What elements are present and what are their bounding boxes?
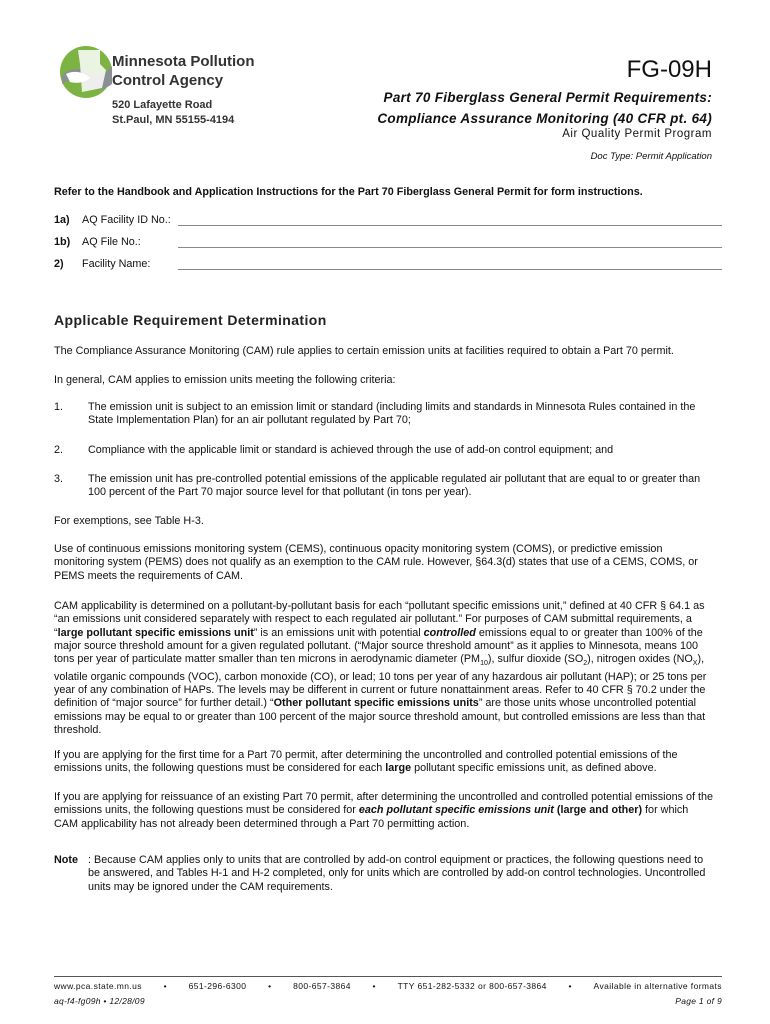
paragraph-criteria-intro: In general, CAM applies to emission units meeting the following criteria: [54,374,396,386]
phone-1: 651-296-6300 [188,981,247,991]
agency-name: Minnesota Pollution Control Agency [112,53,255,89]
agency-address: 520 Lafayette Road St.Paul, MN 55155-4194 [112,99,235,126]
file-no-input[interactable] [178,247,722,248]
paragraph-exemptions: For exemptions, see Table H-3. [54,515,204,527]
program-name: Air Quality Permit Program [562,128,712,140]
footer-bullet: • [163,981,167,991]
field-number: 1a) [54,214,70,226]
field-label: AQ File No.: [82,236,141,248]
alt-formats: Available in alternative formats [593,981,722,991]
website-link[interactable]: www.pca.state.mn.us [54,981,142,991]
footer-bullet: • [268,981,272,991]
field-number: 1b) [54,236,71,248]
paragraph-first-time: If you are applying for the first time for a Part 70 permit, after determining the uncontrolled and controlled potential emissions of the emissions units, the following questions must be considered for each large pollutant specific emissions unit, as defined above. [54,749,678,775]
paragraph-applicability: CAM applicability is determined on a pollutant-by-pollutant basis for each “pollutant specific emissions unit,” defined at 40 CFR § 64.1 as “an emissions unit considered separately with respect to each regulated air pollutant.” For purposes of CAM submittal requirements, a “large pollutant specific emissions unit” is an emissions unit with potential controlled emissions equal to or greater than 100% of the major source threshold amount for a given regulated pollutant. (“Major source threshold amount” as it applies to Minnesota, means 100 tons per year of particulate matter smaller than ten microns in aerodynamic diameter $(PM_{10})$, sulfur dioxide $(SO_2)$, nitrogen oxides $(NO_X)$, volatile organic compounds (VOC), carbon monoxide (CO), or lead; 10 tons per year of any hazardous air pollutant (HAP); or 25 tons per year of any combination of HAPs. The levels may be different in current or future nonattainment areas. Refer to 40 CFR § 70.2 under the definition of “major source” for further detail.) “Other pollutant specific emissions units” are those units whose uncontrolled potential emissions may be equal to or greater than 100 percent of the major source threshold amount, but controlled emissions are less than that threshold. [54,600,707,736]
footer-rule [54,976,722,977]
section-title: Applicable Requirement Determination [54,312,327,328]
instructions-text: Refer to the Handbook and Application Instructions for the Part 70 Fiberglass General Permit for form instructions. [54,186,643,198]
paragraph-cam-rule: The Compliance Assurance Monitoring (CAM) rule applies to certain emission units at facilities required to obtain a Part 70 permit. [54,345,674,357]
tty-number: TTY 651-282-5332 or 800-657-3864 [397,981,547,991]
footer-bullet: • [568,981,572,991]
paragraph-cems: Use of continuous emissions monitoring system (CEMS), continuous opacity monitoring system (COMS), or predictive emission monitoring system (PEMS) does not qualify as an exemption to the CAM rule. However, §64.3(d) states that use of a CEMS, COMS, or PEMS meets the requirements of CAM. [54,543,698,582]
mpca-logo [56,44,116,100]
field-label: AQ Facility ID No.: [82,214,171,226]
paragraph-reissuance: If you are applying for reissuance of an existing Part 70 permit, after determining the uncontrolled and controlled potential emissions of the emissions units, the following questions must be considered for each pollutant specific emissions unit (large and other) for which CAM applicability has not already been determined through a Part 70 permitting action. [54,791,713,830]
field-label: Facility Name: [82,258,151,270]
page-number: Page 1 of 9 [675,996,722,1006]
form-title-line2: Compliance Assurance Monitoring (40 CFR pt. 64) [377,111,712,126]
form-number: FG-09H [626,56,712,83]
file-no-field [54,236,722,252]
facility-name-field [54,258,722,274]
form-title-line1: Part 70 Fiberglass General Permit Requirements: [383,90,712,105]
facility-id-input[interactable] [178,225,722,226]
facility-id-field [54,214,722,230]
criteria-item: 1. The emission unit is subject to an emission limit or standard (including limits and standards in Minnesota Rules contained in the State Implementation Plan) for an air pollutant regulated by Part 70; [54,401,696,427]
doc-type: Doc Type: Permit Application [590,151,712,162]
field-number: 2) [54,258,64,270]
phone-2: 800-657-3864 [293,981,351,991]
footer-bullet: • [372,981,376,991]
doc-id: aq-f4-fg09h • 12/28/09 [54,996,145,1006]
footer-contacts [54,981,722,991]
note-label: Note [54,854,78,866]
facility-name-input[interactable] [178,269,722,270]
note-text: : Because CAM applies only to units that are controlled by add-on control equipment or practices, the following questions need to be answered, and Tables H-1 and H-2 completed, only for units which are controlled by add-on control technologies. Uncontrolled units may be ignored under the CAM requirements. [88,854,706,893]
criteria-item: 2. Compliance with the applicable limit or standard is achieved through the use of add-on control equipment; and [54,444,614,456]
note [54,854,714,894]
criteria-item: 3. The emission unit has pre-controlled potential emissions of the applicable regulated air pollutant that are equal to or greater than 100 percent of the Part 70 major source level for that pollutant (in tons per year). [54,473,701,499]
